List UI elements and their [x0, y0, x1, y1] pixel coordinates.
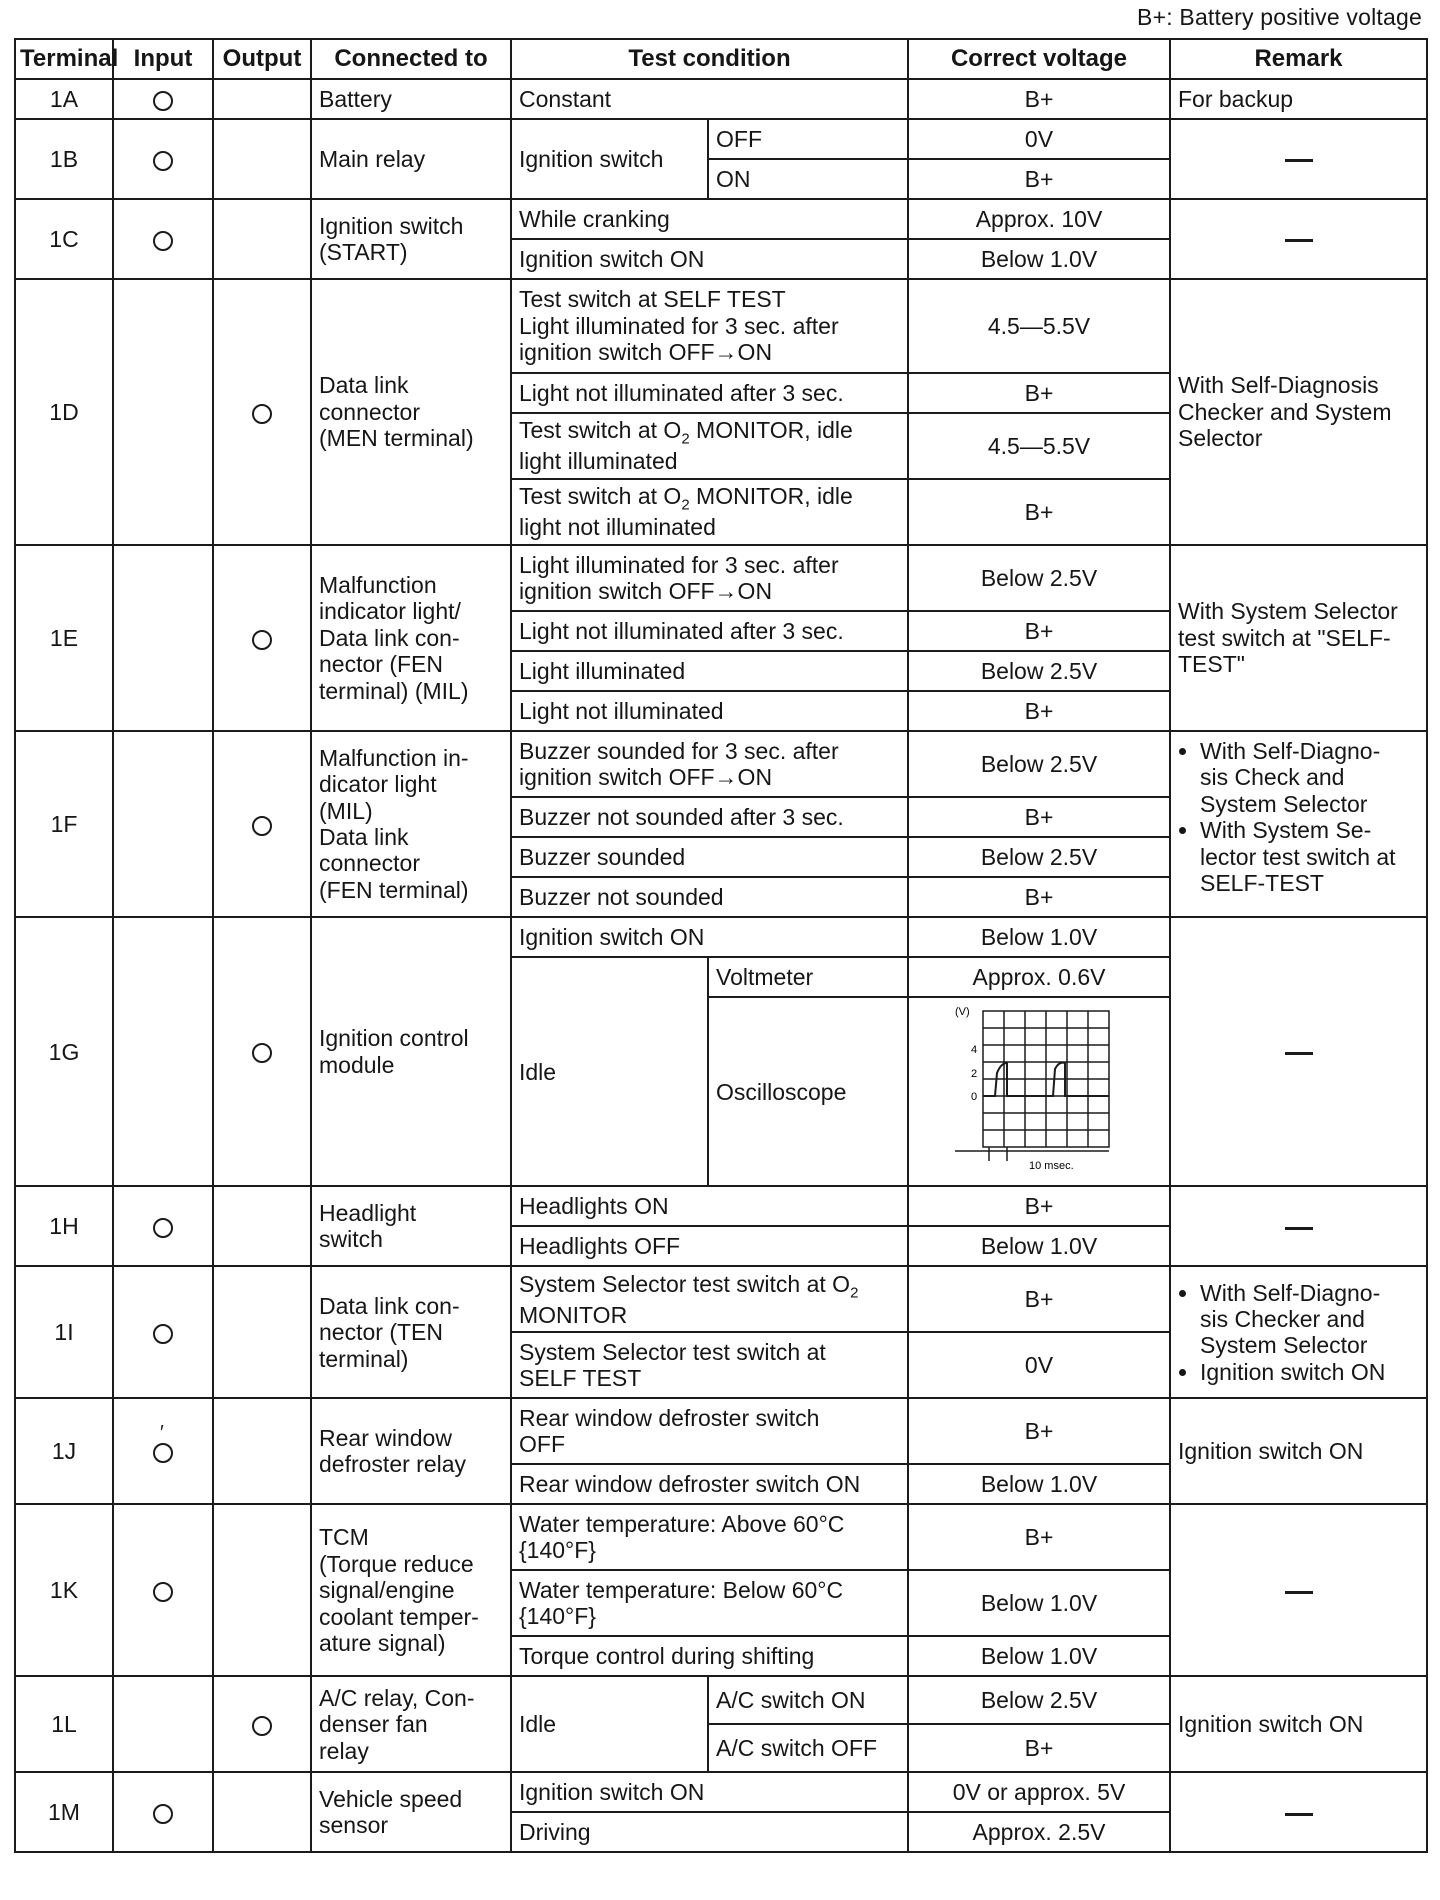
scope-time-label: 10 msec. — [1029, 1160, 1074, 1172]
input-cell — [113, 79, 213, 119]
voltage-cell: Below 2.5V — [908, 1676, 1170, 1724]
voltage-cell: B+ — [908, 877, 1170, 917]
input-marker-icon — [153, 1804, 173, 1824]
voltage-cell: Below 1.0V — [908, 239, 1170, 279]
condition-cell: Rear window defroster switch ON — [511, 1464, 908, 1504]
table-row — [15, 79, 1427, 119]
condition-cell: Light not illuminated after 3 sec. — [511, 373, 908, 413]
header-row — [15, 39, 1427, 79]
output-marker-icon — [252, 816, 272, 836]
voltage-cell: Below 1.0V — [908, 1570, 1170, 1636]
input-marker-icon — [153, 1443, 173, 1463]
output-cell — [213, 199, 311, 279]
condition-cell: Light illuminated for 3 sec. after ignition switch OFF→ON — [511, 545, 908, 611]
condition-cell: Headlights ON — [511, 1186, 908, 1226]
output-cell — [213, 917, 311, 1186]
terminal-cell: 1I — [15, 1266, 113, 1398]
table-row — [15, 1772, 1427, 1812]
voltage-cell: Approx. 0.6V — [908, 957, 1170, 997]
voltage-cell: 0V — [908, 1332, 1170, 1398]
remark-cell — [1170, 917, 1427, 1186]
condition-cell: Constant — [511, 79, 908, 119]
condition-cell: Idle — [511, 957, 708, 1186]
output-cell — [213, 279, 311, 545]
condition-cell: Water temperature: Above 60°C {140°F} — [511, 1504, 908, 1570]
condition-cell: Ignition switch ON — [511, 917, 908, 957]
connected-cell: TCM (Torque reduce signal/engine coolant temper- ature signal) — [311, 1504, 511, 1676]
connected-cell: Main relay — [311, 119, 511, 199]
input-cell — [113, 279, 213, 545]
condition-cell: Ignition switch — [511, 119, 708, 199]
remark-bullet: • Ignition switch ON — [1200, 1359, 1419, 1385]
header-connected-to: Connected to — [311, 39, 511, 79]
table-row — [15, 1504, 1427, 1570]
output-cell — [213, 1772, 311, 1852]
input-cell — [113, 545, 213, 731]
remark-bullet: • With System Se- lector test switch at SELF-TEST — [1200, 817, 1419, 896]
voltage-cell: B+ — [908, 1504, 1170, 1570]
remark-cell: For backup — [1170, 79, 1427, 119]
voltage-cell: Below 1.0V — [908, 917, 1170, 957]
remark-dash — [1285, 159, 1313, 162]
connected-cell: Vehicle speed sensor — [311, 1772, 511, 1852]
remark-dash — [1285, 1227, 1313, 1230]
remark-bullet: • With Self-Diagno- sis Check and System Selector — [1200, 738, 1419, 817]
connected-cell: Malfunction in- dicator light (MIL) Data link connector (FEN terminal) — [311, 731, 511, 917]
remark-cell — [1170, 1186, 1427, 1266]
input-cell — [113, 1772, 213, 1852]
condition-cell: Light not illuminated — [511, 691, 908, 731]
table-row — [15, 1186, 1427, 1226]
connected-cell: Ignition switch (START) — [311, 199, 511, 279]
scope-unit-label: (V) — [955, 1006, 970, 1018]
output-cell — [213, 119, 311, 199]
output-marker-icon — [252, 404, 272, 424]
input-cell — [113, 917, 213, 1186]
connected-cell: Battery — [311, 79, 511, 119]
connected-cell: Data link connector (MEN terminal) — [311, 279, 511, 545]
input-cell — [113, 199, 213, 279]
voltage-cell: Below 1.0V — [908, 1636, 1170, 1676]
remark-cell — [1170, 1772, 1427, 1852]
terminal-cell: 1L — [15, 1676, 113, 1772]
voltage-cell: 4.5—5.5V — [908, 413, 1170, 479]
input-cell — [113, 731, 213, 917]
voltage-cell: 0V — [908, 119, 1170, 159]
remark-dash — [1285, 1591, 1313, 1594]
voltage-cell: B+ — [908, 1266, 1170, 1332]
terminal-cell: 1A — [15, 79, 113, 119]
terminal-cell: 1J — [15, 1398, 113, 1504]
table-row — [15, 1398, 1427, 1464]
remark-dash — [1285, 1052, 1313, 1055]
input-cell — [113, 1504, 213, 1676]
terminal-cell: 1M — [15, 1772, 113, 1852]
input-marker-icon — [153, 231, 173, 251]
output-marker-icon — [252, 1043, 272, 1063]
terminal-cell: 1B — [15, 119, 113, 199]
output-cell — [213, 731, 311, 917]
condition-cell: System Selector test switch at SELF TEST — [511, 1332, 908, 1398]
connected-cell: Malfunction indicator light/ Data link con- nector (FEN terminal) (MIL) — [311, 545, 511, 731]
table-row — [15, 1266, 1427, 1332]
remark-cell — [1170, 731, 1427, 917]
connected-cell: A/C relay, Con- denser fan relay — [311, 1676, 511, 1772]
input-cell — [113, 1676, 213, 1772]
connected-cell: Rear window defroster relay — [311, 1398, 511, 1504]
voltage-cell: B+ — [908, 79, 1170, 119]
condition-cell: Torque control during shifting — [511, 1636, 908, 1676]
voltage-legend-note: B+: Battery positive voltage — [1137, 4, 1422, 30]
voltage-cell: Below 2.5V — [908, 545, 1170, 611]
output-cell — [213, 79, 311, 119]
voltage-cell: 0V or approx. 5V — [908, 1772, 1170, 1812]
sub-condition-cell: Oscilloscope — [708, 997, 908, 1186]
voltage-cell: B+ — [908, 159, 1170, 199]
condition-cell: Buzzer sounded — [511, 837, 908, 877]
input-cell — [113, 119, 213, 199]
table-row — [15, 199, 1427, 239]
terminal-cell: 1K — [15, 1504, 113, 1676]
voltage-cell: B+ — [908, 691, 1170, 731]
scope-grid — [983, 1011, 1109, 1147]
sub-condition-cell: OFF — [708, 119, 908, 159]
output-cell — [213, 1398, 311, 1504]
voltage-cell: B+ — [908, 373, 1170, 413]
output-marker-icon — [252, 1716, 272, 1736]
header-input: Input — [113, 39, 213, 79]
header-correct-voltage: Correct voltage — [908, 39, 1170, 79]
remark-cell — [1170, 199, 1427, 279]
header-remark: Remark — [1170, 39, 1427, 79]
voltage-cell: 4.5—5.5V — [908, 279, 1170, 373]
condition-cell: Headlights OFF — [511, 1226, 908, 1266]
condition-cell: Ignition switch ON — [511, 1772, 908, 1812]
output-cell — [213, 1676, 311, 1772]
remark-dash — [1285, 1813, 1313, 1816]
voltage-cell: Below 1.0V — [908, 1464, 1170, 1504]
voltage-cell: Below 1.0V — [908, 1226, 1170, 1266]
voltage-cell: Approx. 2.5V — [908, 1812, 1170, 1852]
table-row — [15, 1676, 1427, 1724]
condition-cell: Buzzer not sounded after 3 sec. — [511, 797, 908, 837]
connected-cell: Headlight switch — [311, 1186, 511, 1266]
condition-cell: Idle — [511, 1676, 708, 1772]
table-row — [15, 917, 1427, 957]
input-marker-icon — [153, 1582, 173, 1602]
remark-cell — [1170, 1266, 1427, 1398]
input-cell — [113, 1266, 213, 1398]
remark-bullet: • With Self-Diagno- sis Checker and System Selector — [1200, 1280, 1419, 1359]
voltage-cell: B+ — [908, 1186, 1170, 1226]
input-marker-icon — [153, 1324, 173, 1344]
table-row — [15, 279, 1427, 373]
remark-cell: Ignition switch ON — [1170, 1676, 1427, 1772]
condition-cell: Driving — [511, 1812, 908, 1852]
condition-cell: Light not illuminated after 3 sec. — [511, 611, 908, 651]
condition-cell: Buzzer not sounded — [511, 877, 908, 917]
sub-condition-cell: Voltmeter — [708, 957, 908, 997]
remark-dash — [1285, 239, 1313, 242]
connected-cell: Data link con- nector (TEN terminal) — [311, 1266, 511, 1398]
oscilloscope-cell — [908, 997, 1170, 1186]
voltage-cell: Below 2.5V — [908, 837, 1170, 877]
input-marker-icon — [153, 91, 173, 111]
voltage-cell: Approx. 10V — [908, 199, 1170, 239]
terminal-cell: 1G — [15, 917, 113, 1186]
voltage-cell: B+ — [908, 611, 1170, 651]
terminal-cell: 1F — [15, 731, 113, 917]
terminal-cell: 1D — [15, 279, 113, 545]
voltage-cell: Below 2.5V — [908, 731, 1170, 797]
condition-cell: Buzzer sounded for 3 sec. after ignition switch OFF→ON — [511, 731, 908, 797]
terminal-cell: 1C — [15, 199, 113, 279]
condition-cell: Rear window defroster switch OFF — [511, 1398, 908, 1464]
voltage-cell: B+ — [908, 797, 1170, 837]
header-test-condition: Test condition — [511, 39, 908, 79]
scope-tick-2: 2 — [971, 1068, 978, 1080]
voltage-cell: B+ — [908, 1398, 1170, 1464]
table-row — [15, 119, 1427, 159]
condition-cell: Water temperature: Below 60°C {140°F} — [511, 1570, 908, 1636]
output-cell — [213, 1266, 311, 1398]
condition-cell: Test switch at SELF TEST Light illuminated for 3 sec. after ignition switch OFF→ON — [511, 279, 908, 373]
connected-cell: Ignition control module — [311, 917, 511, 1186]
output-cell — [213, 1186, 311, 1266]
output-cell — [213, 1504, 311, 1676]
voltage-cell: B+ — [908, 1724, 1170, 1772]
remark-bullets — [1178, 738, 1419, 897]
voltage-cell: Below 2.5V — [908, 651, 1170, 691]
output-cell — [213, 545, 311, 731]
terminal-cell: 1E — [15, 545, 113, 731]
oscilloscope-waveform — [949, 1001, 1129, 1177]
input-marker-icon — [153, 151, 173, 171]
terminal-cell: 1H — [15, 1186, 113, 1266]
output-marker-icon — [252, 630, 272, 650]
input-marker-icon — [153, 1218, 173, 1238]
condition-cell: Test switch at $O_2$ MONITOR, idle light illuminated — [511, 413, 908, 479]
voltage-cell: B+ — [908, 479, 1170, 545]
table-row — [15, 731, 1427, 797]
sub-condition-cell: A/C switch OFF — [708, 1724, 908, 1772]
condition-cell: While cranking — [511, 199, 908, 239]
remark-cell — [1170, 119, 1427, 199]
remark-bullets — [1178, 1280, 1419, 1386]
table-row — [15, 545, 1427, 611]
remark-cell: With System Selector test switch at "SELF- TEST" — [1170, 545, 1427, 731]
header-output: Output — [213, 39, 311, 79]
remark-cell — [1170, 1504, 1427, 1676]
condition-cell: Light illuminated — [511, 651, 908, 691]
condition-cell: Test switch at $O_2$ MONITOR, idle light not illuminated — [511, 479, 908, 545]
remark-cell: With Self-Diagnosis Checker and System Selector — [1170, 279, 1427, 545]
condition-cell: Ignition switch ON — [511, 239, 908, 279]
remark-cell: Ignition switch ON — [1170, 1398, 1427, 1504]
condition-cell: System Selector test switch at $O_2$ MONITOR — [511, 1266, 908, 1332]
scope-tick-4: 4 — [971, 1044, 978, 1056]
input-cell — [113, 1186, 213, 1266]
terminal-voltage-table — [14, 38, 1428, 1853]
sub-condition-cell: ON — [708, 159, 908, 199]
input-cell — [113, 1398, 213, 1504]
sub-condition-cell: A/C switch ON — [708, 1676, 908, 1724]
scope-tick-0: 0 — [971, 1091, 978, 1103]
header-terminal: Terminal — [15, 39, 113, 79]
